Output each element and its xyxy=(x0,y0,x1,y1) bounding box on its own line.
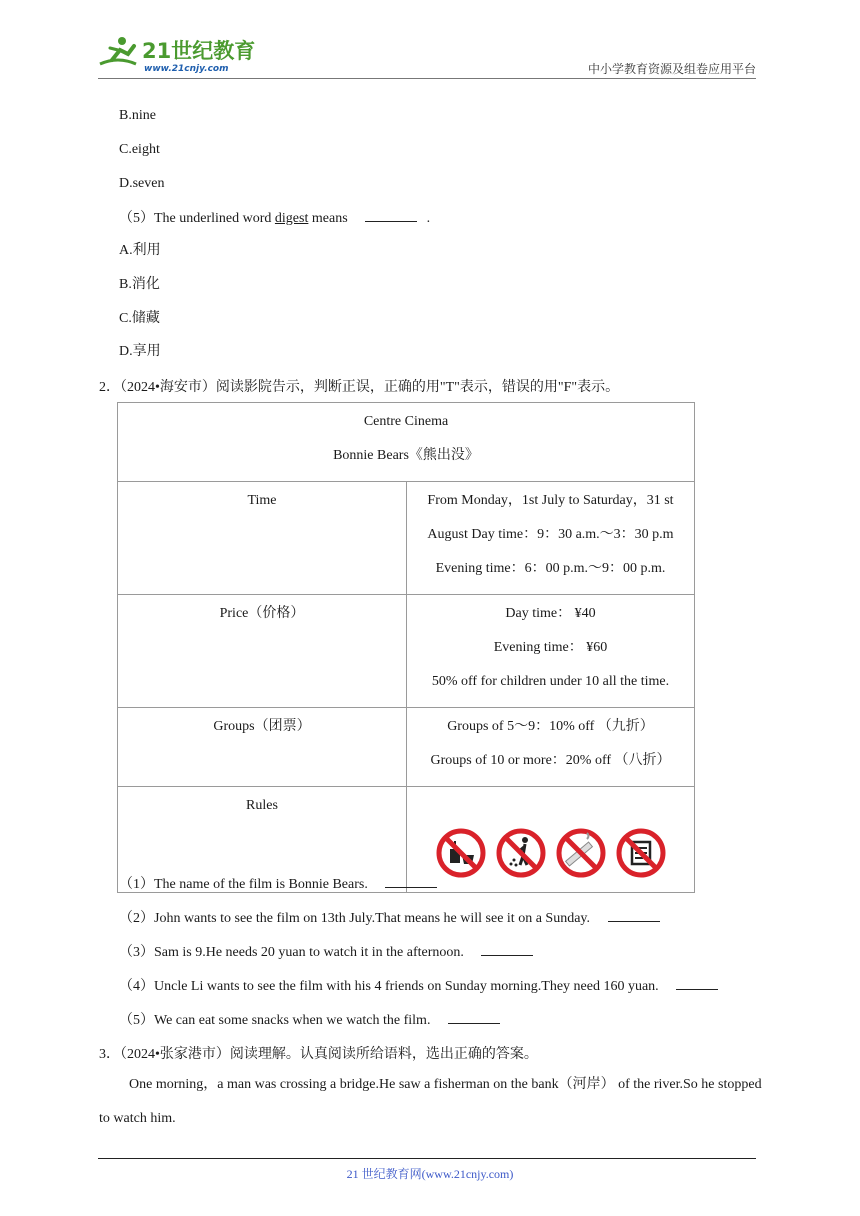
statement-5-text: （5）We can eat some snacks when we watch the film. xyxy=(119,1013,431,1028)
statement-4 xyxy=(119,976,718,996)
groups-line-2: Groups of 10 or more：20% off （八折） xyxy=(430,753,671,768)
q3-passage xyxy=(99,1068,764,1136)
underlined-word-digest: digest xyxy=(274,211,309,226)
option-d-seven: D.seven xyxy=(119,176,165,191)
q1-5-prefix: （5）The underlined word xyxy=(119,211,275,226)
21cnjy-logo xyxy=(98,34,268,74)
price-line-1: Day time： ¥40 xyxy=(505,606,596,621)
rules-label: Rules xyxy=(246,798,278,813)
answer-blank[interactable] xyxy=(365,208,417,222)
cinema-notice-table xyxy=(117,402,695,893)
option-c: C.储藏 xyxy=(119,311,160,326)
no-outside-snacks-icon xyxy=(615,827,667,879)
groups-value-cell xyxy=(407,708,695,787)
price-label: Price（价格） xyxy=(219,606,305,621)
answer-blank-4[interactable] xyxy=(676,976,718,990)
q1-5-suffix: means xyxy=(308,211,348,226)
no-smoking-icon xyxy=(555,827,607,879)
groups-label: Groups（团票） xyxy=(213,719,311,734)
table-title-cell xyxy=(118,403,695,482)
page-header xyxy=(98,30,756,80)
time-label: Time xyxy=(247,493,277,508)
footer-divider xyxy=(98,1158,756,1159)
table-row-price xyxy=(118,595,695,708)
no-food-drink-icon xyxy=(435,827,487,879)
film-name: Bonnie Bears《熊出没》 xyxy=(333,448,479,463)
groups-line-1: Groups of 5～9：10% off （九折） xyxy=(447,719,654,734)
table-row-groups xyxy=(118,708,695,787)
answer-blank-2[interactable] xyxy=(608,908,660,922)
question-2-heading: 2．（2024•海安市）阅读影院告示，判断正误，正确的用"T"表示，错误的用"F"表示。 xyxy=(99,380,620,395)
q3-paragraph: One morning，a man was crossing a bridge.He saw a fisherman on the bank（河岸） of the river.So he stopped to watch him. xyxy=(99,1077,762,1126)
footer-text: 21 世纪教育网(www.21cnjy.com) xyxy=(346,1167,514,1181)
time-value-cell xyxy=(407,482,695,595)
time-line-2: August Day time：9：30 a.m.～3：30 p.m xyxy=(427,527,674,542)
statement-1 xyxy=(119,874,437,894)
no-littering-icon xyxy=(495,827,547,879)
table-row-time xyxy=(118,482,695,595)
svg-text:www.21cnjy.com: www.21cnjy.com xyxy=(144,64,229,74)
option-d: D.享用 xyxy=(119,344,161,359)
rules-icons-cell xyxy=(407,787,695,893)
time-label-cell xyxy=(118,482,407,595)
statement-2 xyxy=(119,908,660,928)
answer-blank-5[interactable] xyxy=(448,1010,500,1024)
statement-4-text: （4）Uncle Li wants to see the film with his 4 friends on Sunday morning.They need 160 yuan. xyxy=(119,979,659,994)
price-line-2: Evening time： ¥60 xyxy=(493,640,608,655)
platform-name: 中小学教育资源及组卷应用平台 xyxy=(587,62,756,76)
statement-5 xyxy=(119,1010,500,1030)
groups-label-cell xyxy=(118,708,407,787)
question-1-5 xyxy=(119,208,430,228)
price-value-cell xyxy=(407,595,695,708)
option-b-nine: B.nine xyxy=(119,108,156,123)
time-line-3: Evening time：6：00 p.m.～9：00 p.m. xyxy=(435,561,666,576)
option-c-eight: C.eight xyxy=(119,142,160,157)
statement-1-text: （1）The name of the film is Bonnie Bears. xyxy=(119,877,368,892)
statement-3-text: （3）Sam is 9.He needs 20 yuan to watch it in the afternoon. xyxy=(119,945,464,960)
option-b: B.消化 xyxy=(119,277,160,292)
cinema-name: Centre Cinema xyxy=(363,414,449,429)
answer-blank-3[interactable] xyxy=(481,942,533,956)
q1-5-end: . xyxy=(426,211,431,226)
statement-3 xyxy=(119,942,533,962)
svg-text:21世纪教育: 21世纪教育 xyxy=(142,39,256,63)
statement-2-text: （2）John wants to see the film on 13th July.That means he will see it on a Sunday. xyxy=(119,911,591,926)
answer-blank-1[interactable] xyxy=(385,874,437,888)
question-3-heading: 3．（2024•张家港市）阅读理解。认真阅读所给语料，选出正确的答案。 xyxy=(99,1047,538,1062)
price-label-cell xyxy=(118,595,407,708)
table-title-row xyxy=(118,403,695,482)
time-line-1: From Monday，1st July to Saturday，31 st xyxy=(427,493,674,508)
option-a: A.利用 xyxy=(119,243,161,258)
header-divider xyxy=(98,78,756,79)
price-line-3: 50% off for children under 10 all the time. xyxy=(431,674,670,689)
